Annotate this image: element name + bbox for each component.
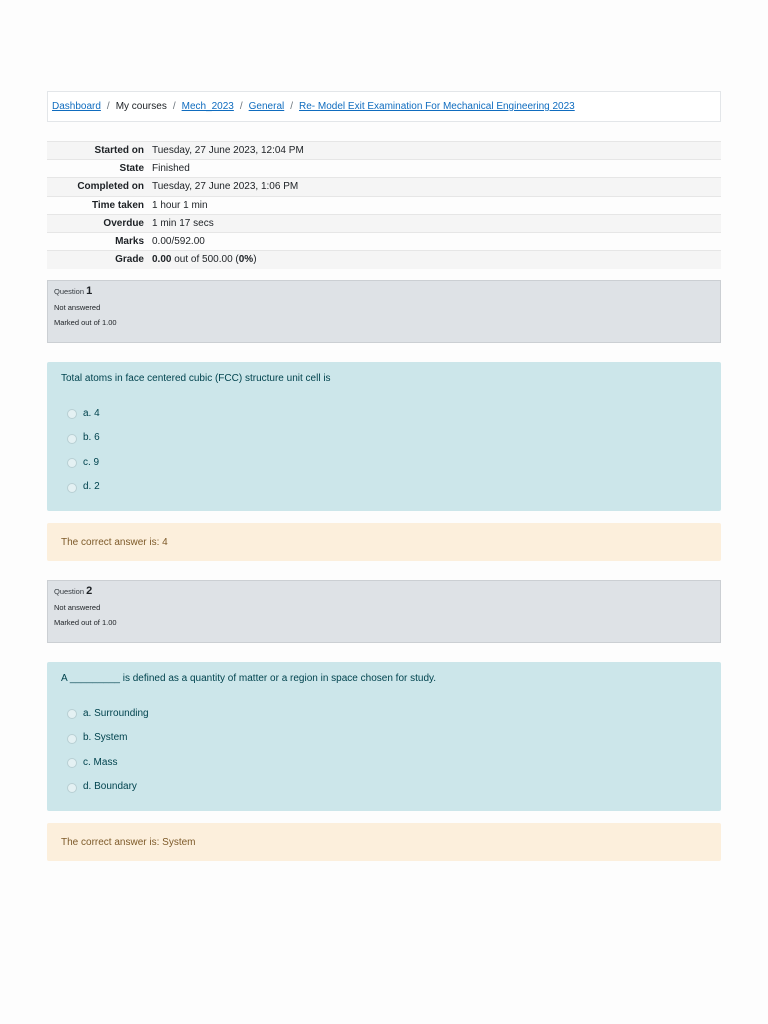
question-number <box>54 285 714 297</box>
attempt-summary-table <box>47 141 721 269</box>
radio-button[interactable] <box>67 458 77 468</box>
summary-label: Grade <box>47 251 148 269</box>
radio-button[interactable] <box>67 709 77 719</box>
summary-label: Started on <box>47 142 148 160</box>
answer-option[interactable] <box>61 701 707 726</box>
question-text: Total atoms in face centered cubic (FCC) structure unit cell is <box>61 373 331 384</box>
question-marked-out-of: Marked out of 1.00 <box>54 318 117 327</box>
grade-close: ) <box>253 254 257 266</box>
breadcrumb-section-link[interactable]: General <box>248 101 285 112</box>
summary-row-started <box>47 142 721 160</box>
summary-label: Time taken <box>47 196 148 214</box>
question-text: A _________ is defined as a quantity of matter or a region in space chosen for study. <box>61 673 437 684</box>
answer-option[interactable] <box>61 750 707 775</box>
summary-value <box>148 251 721 269</box>
question-prefix: Question <box>54 287 85 296</box>
option-label: b. 6 <box>83 432 100 444</box>
radio-button[interactable] <box>67 483 77 493</box>
summary-label: Marks <box>47 232 148 250</box>
breadcrumb-separator: / <box>106 101 110 112</box>
option-label: d. 2 <box>83 481 100 493</box>
summary-row-state <box>47 160 721 178</box>
grade-out-of: out of 500.00 ( <box>171 254 239 266</box>
question-status: Not answered <box>54 303 101 312</box>
summary-row-marks <box>47 232 721 250</box>
summary-label: State <box>47 160 148 178</box>
question-number-value: 1 <box>86 285 93 297</box>
option-label: b. System <box>83 732 128 744</box>
option-label: a. Surrounding <box>83 707 149 719</box>
summary-value: Tuesday, 27 June 2023, 1:06 PM <box>148 178 721 196</box>
option-label: c. 9 <box>83 456 100 468</box>
summary-value: 1 min 17 secs <box>148 214 721 232</box>
answer-option[interactable] <box>61 775 707 800</box>
breadcrumb-separator: / <box>239 101 243 112</box>
option-label: a. 4 <box>83 407 100 419</box>
summary-value: 0.00/592.00 <box>148 232 721 250</box>
question-status: Not answered <box>54 603 101 612</box>
breadcrumb-separator: / <box>172 101 176 112</box>
breadcrumb-separator: / <box>290 101 294 112</box>
breadcrumb-my-courses: My courses <box>115 101 167 112</box>
summary-label: Completed on <box>47 178 148 196</box>
answer-option[interactable] <box>61 726 707 751</box>
summary-row-time-taken <box>47 196 721 214</box>
question-info-1 <box>47 280 721 343</box>
answer-option[interactable] <box>61 426 707 451</box>
radio-button[interactable] <box>67 434 77 444</box>
summary-value: 1 hour 1 min <box>148 196 721 214</box>
summary-value: Finished <box>148 160 721 178</box>
grade-score: 0.00 <box>152 254 172 266</box>
radio-button[interactable] <box>67 758 77 768</box>
breadcrumb-course-link[interactable]: Mech_2023 <box>181 101 234 112</box>
radio-button[interactable] <box>67 783 77 793</box>
question-number-value: 2 <box>86 585 93 597</box>
summary-value: Tuesday, 27 June 2023, 12:04 PM <box>148 142 721 160</box>
question-formulation-1 <box>47 362 721 511</box>
breadcrumb-quiz-link[interactable]: Re- Model Exit Examination For Mechanical Engineering 2023 <box>299 101 575 112</box>
answer-option[interactable] <box>61 475 707 500</box>
question-number <box>54 585 714 597</box>
option-label: c. Mass <box>83 756 118 768</box>
question-marked-out-of: Marked out of 1.00 <box>54 618 117 627</box>
answer-option[interactable] <box>61 450 707 475</box>
question-formulation-2 <box>47 662 721 811</box>
summary-row-overdue <box>47 214 721 232</box>
question-info-2 <box>47 580 721 643</box>
radio-button[interactable] <box>67 409 77 419</box>
grade-percent: 0% <box>238 254 254 266</box>
summary-row-completed <box>47 178 721 196</box>
summary-label: Overdue <box>47 214 148 232</box>
radio-button[interactable] <box>67 734 77 744</box>
summary-row-grade <box>47 251 721 269</box>
correct-answer-feedback-2: The correct answer is: System <box>47 823 721 861</box>
option-label: d. Boundary <box>83 781 137 793</box>
correct-answer-feedback-1: The correct answer is: 4 <box>47 523 721 561</box>
breadcrumb <box>47 91 721 122</box>
question-prefix: Question <box>54 587 85 596</box>
answer-option[interactable] <box>61 401 707 426</box>
breadcrumb-dashboard-link[interactable]: Dashboard <box>52 101 101 112</box>
